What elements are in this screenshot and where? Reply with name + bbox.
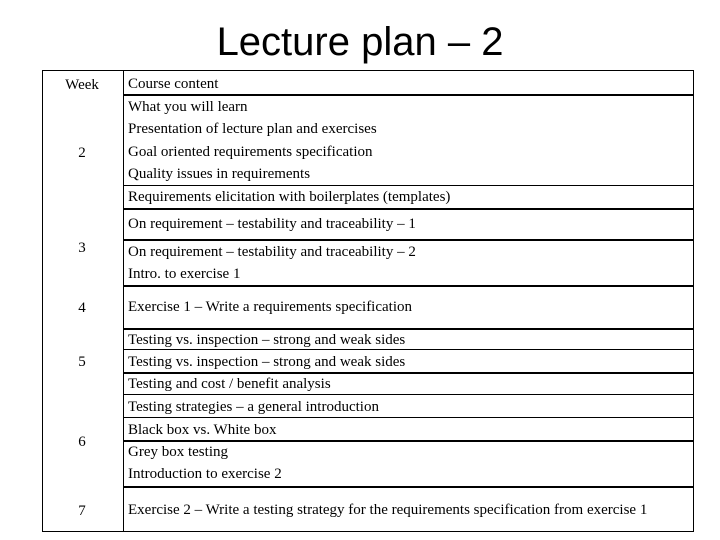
content-line: Introduction to exercise 2 <box>128 466 282 482</box>
content-line: Intro. to exercise 1 <box>128 266 241 282</box>
week-number: 6 <box>78 434 86 450</box>
content-line: Requirements elicitation with boilerplates (templates) <box>128 189 451 205</box>
row-divider <box>123 417 694 418</box>
content-line: Grey box testing <box>128 444 228 460</box>
row-divider <box>123 372 694 374</box>
content-line: Testing strategies – a general introduction <box>128 399 379 415</box>
row-divider <box>123 349 694 350</box>
header-divider <box>123 94 694 96</box>
row-divider <box>123 328 694 330</box>
week-number: 4 <box>78 300 86 316</box>
week-number: 7 <box>78 503 86 519</box>
content-line: On requirement – testability and traceability – 1 <box>128 216 416 232</box>
content-line: Presentation of lecture plan and exercises <box>128 121 377 137</box>
header-week: Week <box>65 77 99 93</box>
week-number: 3 <box>78 240 86 256</box>
content-line: Exercise 2 – Write a testing strategy for the requirements specification from exercise 1 <box>128 502 648 518</box>
row-divider <box>123 486 694 488</box>
column-divider <box>123 70 124 532</box>
week-number: 2 <box>78 145 86 161</box>
slide-title: Lecture plan – 2 <box>216 20 504 64</box>
row-divider <box>123 239 694 241</box>
content-line: Quality issues in requirements <box>128 166 311 182</box>
content-line: Exercise 1 – Write a requirements specification <box>128 299 413 315</box>
row-divider <box>123 208 694 210</box>
row-divider <box>123 440 694 442</box>
row-divider <box>123 394 694 395</box>
row-divider <box>123 185 694 186</box>
header-course-content: Course content <box>128 76 219 92</box>
row-divider <box>123 285 694 287</box>
content-line: What you will learn <box>128 99 248 115</box>
content-line: Testing and cost / benefit analysis <box>128 376 331 392</box>
content-line: Testing vs. inspection – strong and weak sides <box>128 354 406 370</box>
week-number: 5 <box>78 354 86 370</box>
content-line: Black box vs. White box <box>128 422 277 438</box>
content-line: Goal oriented requirements specification <box>128 144 373 160</box>
content-line: On requirement – testability and traceability – 2 <box>128 244 416 260</box>
content-line: Testing vs. inspection – strong and weak sides <box>128 332 406 348</box>
